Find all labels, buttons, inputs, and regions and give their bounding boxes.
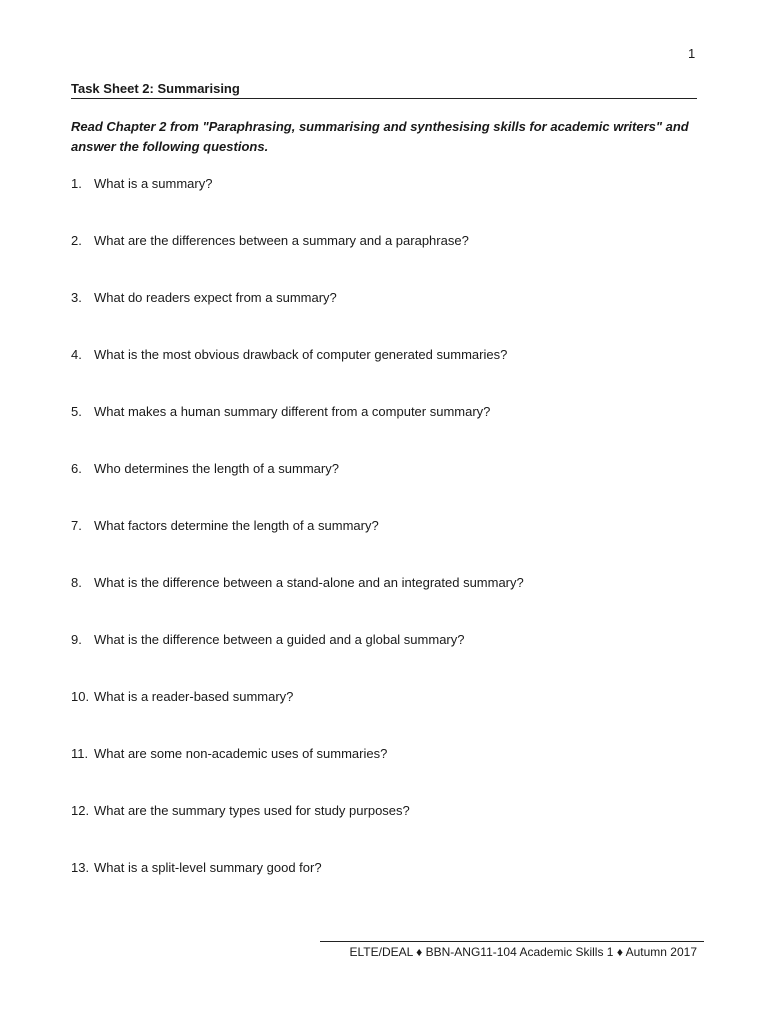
question-list (71, 175, 697, 916)
question-text: What do readers expect from a summary? (94, 290, 337, 305)
question-item (71, 688, 697, 745)
question-text: What are the differences between a summary and a paraphrase? (94, 233, 469, 248)
question-item (71, 574, 697, 631)
question-number: 8. (71, 575, 82, 590)
question-text: What makes a human summary different from a computer summary? (94, 404, 491, 419)
question-item (71, 289, 697, 346)
page-title: Task Sheet 2: Summarising (71, 81, 697, 99)
question-text: What are the summary types used for study purposes? (94, 803, 410, 818)
question-text: What is the difference between a stand-alone and an integrated summary? (94, 575, 524, 590)
question-item (71, 403, 697, 460)
question-number: 1. (71, 176, 82, 191)
question-text: Who determines the length of a summary? (94, 461, 339, 476)
page-footer: ELTE/DEAL ♦ BBN-ANG11-104 Academic Skills 1 ♦ Autumn 2017 (320, 941, 704, 959)
question-item (71, 517, 697, 574)
question-text: What is the most obvious drawback of computer generated summaries? (94, 347, 508, 362)
question-item (71, 859, 697, 916)
question-number: 13. (71, 860, 90, 875)
question-number: 2. (71, 233, 82, 248)
question-item (71, 232, 697, 289)
question-text: What is the difference between a guided and a global summary? (94, 632, 465, 647)
question-item (71, 631, 697, 688)
question-text: What is a reader-based summary? (94, 689, 294, 704)
question-text: What is a summary? (94, 176, 213, 191)
question-number: 4. (71, 347, 82, 362)
question-text: What are some non-academic uses of summaries? (94, 746, 388, 761)
question-number: 3. (71, 290, 82, 305)
question-item (71, 346, 697, 403)
question-number: 12. (71, 803, 90, 818)
question-number: 5. (71, 404, 82, 419)
question-text: What is a split-level summary good for? (94, 860, 322, 875)
question-item (71, 745, 697, 802)
question-number: 6. (71, 461, 82, 476)
question-number: 11. (71, 746, 89, 761)
question-item (71, 175, 697, 232)
question-number: 9. (71, 632, 82, 647)
question-text: What factors determine the length of a summary? (94, 518, 379, 533)
question-item (71, 802, 697, 859)
page-number: 1 (688, 46, 696, 61)
question-number: 7. (71, 518, 82, 533)
instructions-text: Read Chapter 2 from "Paraphrasing, summarising and synthesising skills for academic writers" and answer the following questions. (71, 119, 689, 154)
question-item (71, 460, 697, 517)
question-number: 10. (71, 689, 90, 704)
